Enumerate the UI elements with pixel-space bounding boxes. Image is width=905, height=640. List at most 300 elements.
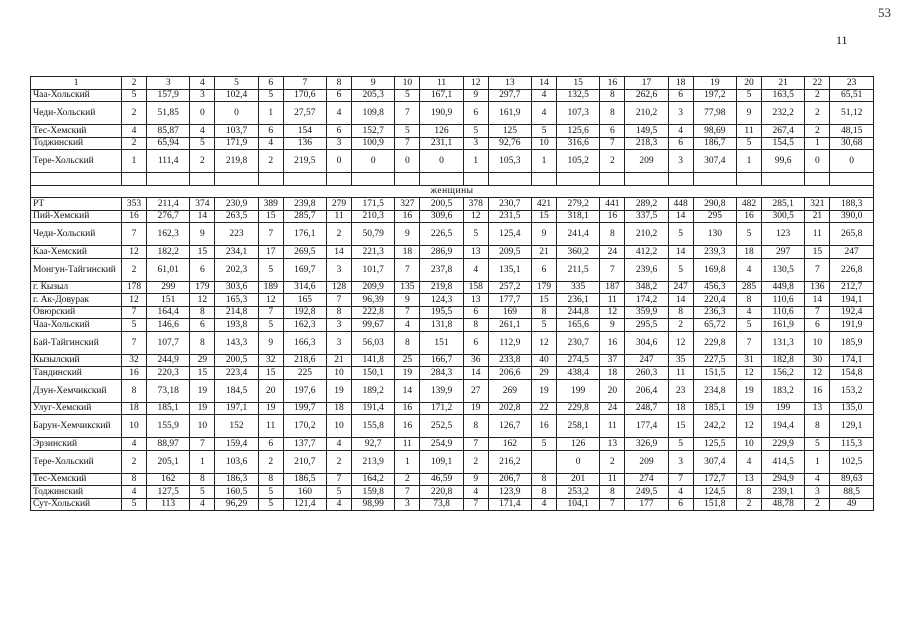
row-label: Чеди-Хольский xyxy=(31,102,122,125)
table-cell: 318,1 xyxy=(556,210,599,223)
table-cell: 8 xyxy=(463,319,488,332)
table-row xyxy=(31,379,874,402)
table-cell: 4 xyxy=(532,102,557,125)
table-cell: 193,8 xyxy=(215,319,258,332)
table-cell: 8 xyxy=(532,306,557,319)
table-row xyxy=(31,415,874,438)
table-cell: 10 xyxy=(122,415,147,438)
table-cell: 4 xyxy=(122,438,147,451)
table-cell: 9 xyxy=(737,102,762,125)
table-cell: 2 xyxy=(600,450,625,473)
table-cell: 23 xyxy=(668,379,693,402)
table-cell: 7 xyxy=(463,498,488,511)
table-cell: 152 xyxy=(215,415,258,438)
table-cell: 211,5 xyxy=(556,258,599,281)
row-label: Сут-Хольский xyxy=(31,498,122,511)
table-cell: 130 xyxy=(693,223,736,246)
table-cell: 159,8 xyxy=(351,486,394,499)
table-cell: 7 xyxy=(600,258,625,281)
table-cell: 4 xyxy=(190,125,215,138)
header-cell: 14 xyxy=(532,77,557,90)
table-cell: 0 xyxy=(420,150,463,173)
table-cell: 2 xyxy=(258,450,283,473)
row-label: Улуг-Хемский xyxy=(31,402,122,415)
table-cell: 5 xyxy=(737,319,762,332)
table-cell: 18 xyxy=(395,246,420,259)
table-cell: 197,1 xyxy=(215,402,258,415)
table-cell: 166,7 xyxy=(420,354,463,367)
table-cell: 16 xyxy=(395,415,420,438)
table-cell: 314,6 xyxy=(283,281,326,294)
table-cell: 125,6 xyxy=(556,125,599,138)
table-cell: 225 xyxy=(283,367,326,380)
table-cell: 171,2 xyxy=(420,402,463,415)
table-row xyxy=(31,223,874,246)
empty-cell xyxy=(532,173,557,186)
table-cell: 263,5 xyxy=(215,210,258,223)
table-cell: 307,4 xyxy=(693,450,736,473)
table-cell: 285,7 xyxy=(283,210,326,223)
table-cell: 1 xyxy=(532,150,557,173)
table-cell: 15 xyxy=(190,246,215,259)
table-row xyxy=(31,498,874,511)
table-cell: 197,6 xyxy=(283,379,326,402)
table-cell: 4 xyxy=(737,450,762,473)
table-cell: 2 xyxy=(327,223,352,246)
table-cell: 202,8 xyxy=(488,402,531,415)
table-cell: 110,6 xyxy=(761,294,804,307)
table-cell: 6 xyxy=(668,137,693,150)
table-cell: 4 xyxy=(532,498,557,511)
header-cell: 15 xyxy=(556,77,599,90)
table-cell: 206,7 xyxy=(488,473,531,486)
table-cell: 1 xyxy=(805,137,830,150)
table-cell: 213,9 xyxy=(351,450,394,473)
table-cell: 8 xyxy=(600,223,625,246)
table-cell: 4 xyxy=(395,319,420,332)
table-cell: 295,5 xyxy=(625,319,668,332)
table-cell: 171,4 xyxy=(488,498,531,511)
header-cell: 12 xyxy=(463,77,488,90)
table-cell: 8 xyxy=(190,306,215,319)
table-cell: 7 xyxy=(737,331,762,354)
table-cell: 12 xyxy=(532,331,557,354)
table-cell: 31 xyxy=(737,354,762,367)
row-label: Монгун-Тайгинский xyxy=(31,258,122,281)
table-cell: 8 xyxy=(395,331,420,354)
table-cell: 304,6 xyxy=(625,331,668,354)
table-cell: 110,6 xyxy=(761,306,804,319)
table-cell: 254,9 xyxy=(420,438,463,451)
table-cell: 0 xyxy=(190,102,215,125)
table-cell: 0 xyxy=(830,150,874,173)
table-cell: 151 xyxy=(420,331,463,354)
table-cell: 0 xyxy=(351,150,394,173)
table-cell: 222,8 xyxy=(351,306,394,319)
table-cell: 18 xyxy=(668,402,693,415)
table-row xyxy=(31,438,874,451)
table-cell: 8 xyxy=(668,306,693,319)
table-cell: 136 xyxy=(283,137,326,150)
table-cell: 48,78 xyxy=(761,498,804,511)
table-cell: 3 xyxy=(395,498,420,511)
table-cell: 5 xyxy=(122,498,147,511)
table-cell: 151 xyxy=(146,294,189,307)
table-cell: 65,94 xyxy=(146,137,189,150)
table-cell: 210,2 xyxy=(625,223,668,246)
table-cell: 9 xyxy=(395,294,420,307)
table-cell: 14 xyxy=(463,367,488,380)
empty-cell xyxy=(761,173,804,186)
table-cell: 252,5 xyxy=(420,415,463,438)
table-cell: 230,7 xyxy=(556,331,599,354)
table-cell: 115,3 xyxy=(830,438,874,451)
table-cell: 19 xyxy=(737,402,762,415)
table-cell: 206,4 xyxy=(625,379,668,402)
table-cell: 11 xyxy=(327,210,352,223)
table-cell: 13 xyxy=(737,473,762,486)
empty-cell xyxy=(258,173,283,186)
table-cell: 284,3 xyxy=(420,367,463,380)
table-cell: 6 xyxy=(668,498,693,511)
table-cell: 5 xyxy=(737,137,762,150)
empty-cell xyxy=(488,173,531,186)
table-cell: 159,4 xyxy=(215,438,258,451)
table-cell: 7 xyxy=(327,473,352,486)
table-cell: 212,7 xyxy=(830,281,874,294)
table-cell: 202,3 xyxy=(215,258,258,281)
table-cell: 326,9 xyxy=(625,438,668,451)
table-cell: 5 xyxy=(805,438,830,451)
empty-cell xyxy=(668,173,693,186)
table-cell: 197,2 xyxy=(693,89,736,102)
table-cell: 176,1 xyxy=(283,223,326,246)
table-row xyxy=(31,354,874,367)
table-cell: 188,3 xyxy=(830,198,874,211)
table-cell: 13 xyxy=(600,438,625,451)
empty-cell xyxy=(420,173,463,186)
table-cell: 2 xyxy=(122,450,147,473)
table-cell: 7 xyxy=(327,294,352,307)
table-cell: 8 xyxy=(463,415,488,438)
table-cell: 165 xyxy=(283,294,326,307)
empty-cell xyxy=(805,173,830,186)
table-cell: 231,5 xyxy=(488,210,531,223)
table-cell: 269,5 xyxy=(283,246,326,259)
table-cell: 12 xyxy=(600,306,625,319)
table-cell: 200,5 xyxy=(420,198,463,211)
table-cell: 220,4 xyxy=(693,294,736,307)
table-cell: 4 xyxy=(327,438,352,451)
table-cell: 5 xyxy=(258,486,283,499)
table-cell: 51,85 xyxy=(146,102,189,125)
table-cell: 456,3 xyxy=(693,281,736,294)
table-cell: 15 xyxy=(668,415,693,438)
table-cell: 17 xyxy=(258,246,283,259)
table-cell: 16 xyxy=(600,210,625,223)
table-cell: 177,7 xyxy=(488,294,531,307)
table-cell: 30 xyxy=(805,354,830,367)
table-cell: 210,7 xyxy=(283,450,326,473)
table-cell: 233,8 xyxy=(488,354,531,367)
table-cell: 6 xyxy=(600,125,625,138)
table-row xyxy=(31,367,874,380)
table-cell: 239,1 xyxy=(761,486,804,499)
table-cell: 125,5 xyxy=(693,438,736,451)
table-body xyxy=(31,77,874,511)
table-cell: 14 xyxy=(190,210,215,223)
table-cell: 48,15 xyxy=(830,125,874,138)
table-cell: 16 xyxy=(395,210,420,223)
table-cell: 21 xyxy=(805,210,830,223)
table-cell: 5 xyxy=(190,137,215,150)
table-cell: 14 xyxy=(327,246,352,259)
table-cell: 18 xyxy=(327,402,352,415)
header-cell: 10 xyxy=(395,77,420,90)
table-cell: 4 xyxy=(668,125,693,138)
table-row xyxy=(31,210,874,223)
table-cell: 194,1 xyxy=(830,294,874,307)
table-cell: 5 xyxy=(327,486,352,499)
table-cell: 232,2 xyxy=(761,102,804,125)
table-cell: 9 xyxy=(600,319,625,332)
table-cell: 15 xyxy=(258,210,283,223)
table-cell: 12 xyxy=(737,415,762,438)
table-cell: 414,5 xyxy=(761,450,804,473)
table-cell: 98,69 xyxy=(693,125,736,138)
table-cell: 321 xyxy=(805,198,830,211)
table-cell: 189,2 xyxy=(351,379,394,402)
table-cell: 162 xyxy=(146,473,189,486)
table-row xyxy=(31,137,874,150)
table-cell: 29 xyxy=(190,354,215,367)
table-cell: 279,2 xyxy=(556,198,599,211)
table-cell: 14 xyxy=(668,246,693,259)
table-cell: 192,8 xyxy=(283,306,326,319)
table-cell: 1 xyxy=(395,450,420,473)
table-cell: 7 xyxy=(395,102,420,125)
table-cell: 279 xyxy=(327,198,352,211)
table-cell: 3 xyxy=(805,486,830,499)
table-cell: 249,5 xyxy=(625,486,668,499)
table-cell: 177 xyxy=(625,498,668,511)
table-cell: 300,5 xyxy=(761,210,804,223)
table-cell: 1 xyxy=(190,450,215,473)
table-cell: 15 xyxy=(258,367,283,380)
table-cell: 9 xyxy=(463,473,488,486)
table-cell: 35 xyxy=(668,354,693,367)
empty-cell xyxy=(122,173,147,186)
table-cell: 154,5 xyxy=(761,137,804,150)
table-cell: 146,6 xyxy=(146,319,189,332)
table-cell: 8 xyxy=(122,473,147,486)
empty-cell xyxy=(283,173,326,186)
table-cell: 111,4 xyxy=(146,150,189,173)
table-cell: 40 xyxy=(532,354,557,367)
table-cell: 11 xyxy=(600,294,625,307)
table-row xyxy=(31,281,874,294)
table-cell: 0 xyxy=(556,450,599,473)
table-cell: 316,6 xyxy=(556,137,599,150)
header-cell: 19 xyxy=(693,77,736,90)
table-cell: 3 xyxy=(668,450,693,473)
header-cell: 11 xyxy=(420,77,463,90)
table-cell: 185,1 xyxy=(693,402,736,415)
table-cell: 5 xyxy=(668,438,693,451)
row-label: Тоджинский xyxy=(31,137,122,150)
header-cell: 3 xyxy=(146,77,189,90)
table-cell: 5 xyxy=(258,319,283,332)
table-cell: 73,8 xyxy=(420,498,463,511)
table-row xyxy=(31,198,874,211)
table-cell: 113 xyxy=(146,498,189,511)
table-row xyxy=(31,294,874,307)
table-cell: 50,79 xyxy=(351,223,394,246)
table-cell: 8 xyxy=(532,473,557,486)
corner-page-mark: 53 xyxy=(878,5,891,20)
table-cell: 3 xyxy=(463,137,488,150)
table-cell: 65,72 xyxy=(693,319,736,332)
table-cell: 9 xyxy=(532,223,557,246)
table-cell: 4 xyxy=(532,89,557,102)
table-cell: 169,7 xyxy=(283,258,326,281)
table-cell: 360,2 xyxy=(556,246,599,259)
table-cell: 4 xyxy=(190,498,215,511)
table-cell: 171,9 xyxy=(215,137,258,150)
blank-row xyxy=(31,173,874,186)
table-cell: 309,6 xyxy=(420,210,463,223)
table-cell: 260,3 xyxy=(625,367,668,380)
table-cell: 267,4 xyxy=(761,125,804,138)
table-cell: 210,3 xyxy=(351,210,394,223)
table-cell: 129,1 xyxy=(830,415,874,438)
table-cell: 19 xyxy=(395,367,420,380)
empty-cell xyxy=(625,173,668,186)
table-cell: 209 xyxy=(625,450,668,473)
table-cell: 274 xyxy=(625,473,668,486)
empty-cell xyxy=(146,173,189,186)
row-label: Дзун-Хемчикский xyxy=(31,379,122,402)
table-cell: 8 xyxy=(600,102,625,125)
table-cell: 5 xyxy=(668,258,693,281)
header-cell: 21 xyxy=(761,77,804,90)
statistics-table xyxy=(30,76,874,511)
table-cell: 172,7 xyxy=(693,473,736,486)
table-cell: 4 xyxy=(668,486,693,499)
table-cell: 6 xyxy=(327,89,352,102)
table-cell: 7 xyxy=(668,473,693,486)
table-cell: 286,9 xyxy=(420,246,463,259)
table-cell: 449,8 xyxy=(761,281,804,294)
table-cell: 7 xyxy=(805,306,830,319)
section-label: женщины xyxy=(31,185,874,198)
table-cell: 229,8 xyxy=(556,402,599,415)
empty-cell xyxy=(31,173,122,186)
table-cell: 164,2 xyxy=(351,473,394,486)
header-cell: 4 xyxy=(190,77,215,90)
table-cell: 11 xyxy=(395,438,420,451)
table-cell: 56,03 xyxy=(351,331,394,354)
table-cell: 5 xyxy=(532,438,557,451)
table-cell: 15 xyxy=(190,367,215,380)
table-cell: 167,1 xyxy=(420,89,463,102)
table-cell: 237,8 xyxy=(420,258,463,281)
table-cell: 5 xyxy=(122,319,147,332)
row-label: Эрзинский xyxy=(31,438,122,451)
table-cell: 218,3 xyxy=(625,137,668,150)
table-cell: 8 xyxy=(737,294,762,307)
table-cell: 1 xyxy=(463,150,488,173)
table-cell: 210,2 xyxy=(625,102,668,125)
table-cell: 156,2 xyxy=(761,367,804,380)
table-cell: 348,2 xyxy=(625,281,668,294)
table-cell: 126 xyxy=(420,125,463,138)
table-cell: 36 xyxy=(463,354,488,367)
table-cell: 6 xyxy=(190,258,215,281)
table-cell: 247 xyxy=(668,281,693,294)
table-cell: 2 xyxy=(327,450,352,473)
table-cell: 155,8 xyxy=(351,415,394,438)
table-cell: 242,2 xyxy=(693,415,736,438)
table-cell: 88,5 xyxy=(830,486,874,499)
table-cell: 16 xyxy=(737,210,762,223)
table-cell: 244,8 xyxy=(556,306,599,319)
table-cell: 135 xyxy=(395,281,420,294)
table-cell: 132,5 xyxy=(556,89,599,102)
row-label: Тере-Хольский xyxy=(31,450,122,473)
table-cell: 20 xyxy=(600,379,625,402)
table-cell: 14 xyxy=(668,294,693,307)
table-cell: 100,9 xyxy=(351,137,394,150)
table-cell: 25 xyxy=(395,354,420,367)
empty-cell xyxy=(327,173,352,186)
table-cell: 5 xyxy=(122,89,147,102)
table-cell: 21 xyxy=(532,246,557,259)
table-cell: 4 xyxy=(463,258,488,281)
table-cell: 5 xyxy=(395,89,420,102)
table-cell: 186,5 xyxy=(283,473,326,486)
table-cell: 438,4 xyxy=(556,367,599,380)
table-cell: 65,51 xyxy=(830,89,874,102)
table-cell: 179 xyxy=(190,281,215,294)
table-cell: 6 xyxy=(668,89,693,102)
header-cell: 9 xyxy=(351,77,394,90)
table-cell: 14 xyxy=(668,210,693,223)
table-cell: 12 xyxy=(805,367,830,380)
table-cell: 294,9 xyxy=(761,473,804,486)
table-cell: 262,6 xyxy=(625,89,668,102)
table-cell: 4 xyxy=(737,306,762,319)
table-cell: 412,2 xyxy=(625,246,668,259)
table-cell: 297,7 xyxy=(488,89,531,102)
table-cell: 171,5 xyxy=(351,198,394,211)
table-cell: 299 xyxy=(146,281,189,294)
table-cell: 49 xyxy=(830,498,874,511)
table-cell: 219,5 xyxy=(283,150,326,173)
table-cell: 5 xyxy=(258,89,283,102)
table-cell: 107,3 xyxy=(556,102,599,125)
table-cell: 102,4 xyxy=(215,89,258,102)
table-cell: 124,5 xyxy=(693,486,736,499)
table-cell: 229,8 xyxy=(693,331,736,354)
table-cell: 18 xyxy=(122,402,147,415)
table-cell: 209,9 xyxy=(351,281,394,294)
table-cell: 8 xyxy=(737,486,762,499)
table-cell: 11 xyxy=(600,473,625,486)
table-cell: 37 xyxy=(600,354,625,367)
table-cell: 4 xyxy=(327,102,352,125)
table-cell: 421 xyxy=(532,198,557,211)
